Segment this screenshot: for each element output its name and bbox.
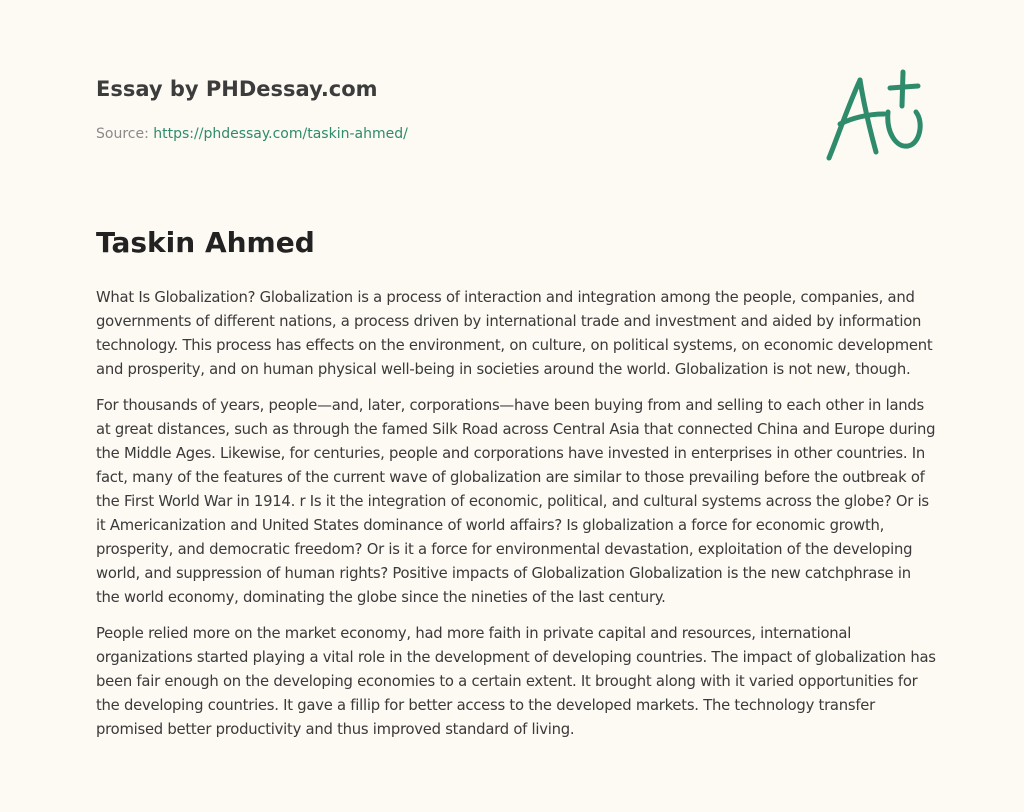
source-line	[96, 124, 696, 144]
essay-paragraph: For thousands of years, people—and, later, corporations—have been buying from and selling to each other in lands at great distances, such as through the famed Silk Road across Central Asia that connected China and Europe during the Middle Ages. Likewise, for centuries, people and corporations have invested in enterprises in other countries. In fact, many of the features of the current wave of globalization are similar to those prevailing before the outbreak of the First World War in 1914. r Is it the integration of economic, political, and cultural systems across the globe? Or is it Americanization and United States dominance of world affairs? Is globalization a force for economic growth, prosperity, and democratic freedom? Or is it a force for environmental devastation, exploitation of the developing world, and suppression of human rights? Positive impacts of Globalization Globalization is the new catchphrase in the world economy, dominating the globe since the nineties of the last century.	[96, 397, 936, 606]
source-label: Source:	[96, 126, 149, 142]
essay-body	[96, 286, 936, 754]
essay-header	[96, 74, 696, 144]
essay-title: Taskin Ahmed	[96, 226, 315, 259]
essay-paragraph: People relied more on the market economy, had more faith in private capital and resources, international organizations started playing a vital role in the development of developing countries. The impact of globalization has been fair enough on the developing economies to a certain extent. It brought along with it varied opportunities for the developing countries. It gave a fillip for better access to the developed markets. The technology transfer promised better productivity and thus improved standard of living.	[96, 625, 936, 738]
source-link[interactable]: https://phdessay.com/taskin-ahmed/	[153, 126, 408, 142]
a-plus-logo-icon	[818, 66, 932, 166]
essay-paragraph: What Is Globalization? Globalization is a process of interaction and integration among the people, companies, and governments of different nations, a process driven by international trade and investment and aided by information technology. This process has effects on the environment, on culture, on political systems, on economic development and prosperity, and on human physical well-being in societies around the world. Globalization is not new, though.	[96, 289, 933, 378]
site-title: Essay by PHDessay.com	[96, 77, 378, 101]
